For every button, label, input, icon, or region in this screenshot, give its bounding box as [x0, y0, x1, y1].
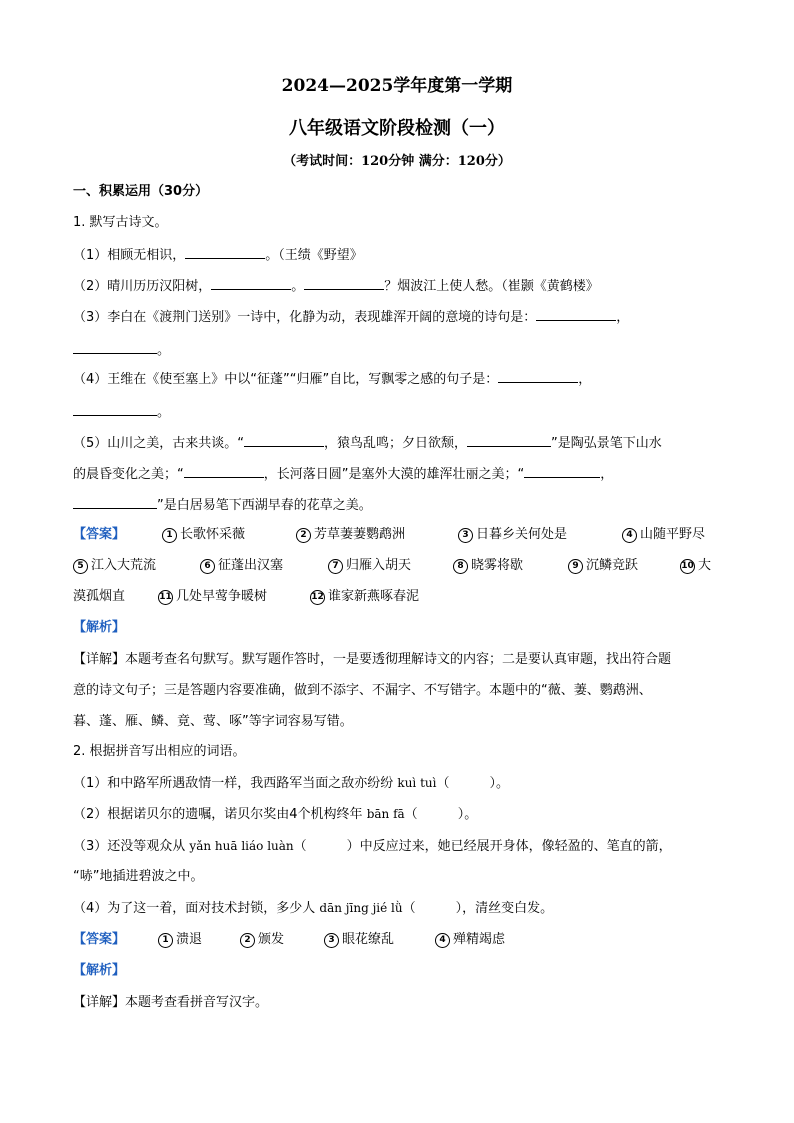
q1-sub5-text: （5）山川之美，古来共谈。“	[73, 436, 245, 451]
q1-sub3-cont	[73, 339, 723, 361]
q1-sub5-end: ”是白居易笔下西湖早春的花草之美。	[157, 498, 372, 513]
q1-sub2-punct: 。	[291, 279, 305, 294]
q1-sub4-cont	[73, 401, 723, 423]
q2-sub1: （1）和中路军所遇敌情一样，我西路军当面之敌亦纷纷 kuì tuì（ ）。	[73, 776, 509, 791]
section-heading: 一、积累运用（30分）	[73, 184, 209, 199]
answer-item: 7 归雁入胡天	[328, 556, 411, 576]
pinyin: yǎn huā liáo luàn	[189, 839, 294, 853]
q1-sub3-text: （3）李白在《渡荆门送别》一诗中，化静为动，表现雄浑开阔的意境的诗句是：	[73, 310, 537, 325]
analysis-detail: 【详解】本题考查看拼音写汉字。	[73, 995, 269, 1010]
q1-sub5-mid2: ，长河落日圆”是塞外大漠的雄浑壮丽之美；“	[263, 467, 525, 482]
q1-sub1	[73, 244, 723, 266]
pinyin: dān jīng jié lǜ	[319, 901, 403, 915]
answer-blank	[211, 275, 291, 290]
q1-sub1-text: （1）相顾无相识，	[73, 248, 186, 263]
q2-sub4: （4）为了这一着，面对技术封锁，多少人 dān jīng jié lǜ（ ），清丝变白发。	[73, 901, 554, 916]
q1-sub5	[73, 432, 723, 454]
answer-tag: 【答案】	[73, 932, 126, 947]
q1-sub5-cont2	[73, 494, 723, 516]
answer-item: 5 江入大荒流	[73, 556, 156, 576]
answer-item: 11 几处早莺争暖树	[159, 589, 268, 604]
answer-item: 3 眼花缭乱	[324, 930, 394, 950]
answer-item: 10 大	[681, 558, 712, 573]
q1-sub4-comma: ，	[578, 372, 592, 387]
exam-title: 八年级语文阶段检测（一）	[289, 118, 505, 139]
q1-sub4-text: （4）王维在《使至塞上》中以“征蓬”“归雁”自比，写飘零之感的句子是：	[73, 372, 499, 387]
q2-sub2: （2）根据诺贝尔的遗嘱，诺贝尔奖由4个机构终年 bān fā（ ）。	[73, 807, 478, 822]
answer-blank	[498, 368, 578, 383]
answer-item: 1 长歌怀采薇	[162, 525, 245, 545]
analysis-tag: 【解析】	[73, 963, 126, 978]
q1-sub4	[73, 368, 723, 390]
answer-blank	[184, 463, 264, 478]
analysis-tag: 【解析】	[73, 620, 126, 635]
q1-sub4-end: 。	[157, 405, 171, 420]
answer-item: 1 溃退	[158, 930, 202, 950]
answer-item: 4 山随平野尽	[622, 525, 705, 545]
answer-blank	[73, 401, 157, 416]
answer-blank	[304, 275, 384, 290]
q1-sub5-cont	[73, 463, 723, 485]
answer-item: 12 谁家新燕啄春泥	[311, 589, 420, 604]
answer-item: 2 芳草萋萋鹦鹉洲	[296, 525, 405, 545]
pinyin: bān fā	[366, 807, 405, 821]
q1-sub2-text: （2）晴川历历汉阳树，	[73, 279, 212, 294]
answer-blank	[244, 432, 324, 447]
answer-item: 2 颁发	[240, 930, 284, 950]
q1-sub1-source: 。（王绩《野望》	[265, 248, 363, 263]
year-term-title: 2024—2025学年度第一学期	[281, 76, 513, 96]
q1-sub2-source: ？烟波江上使人愁。（崔颢《黄鹤楼》	[384, 279, 599, 294]
q1-sub5-text2: 的晨昏变化之美；“	[73, 467, 184, 482]
answer-blank	[536, 306, 616, 321]
answer-blank	[467, 432, 551, 447]
q1-sub5-mid: ，猿鸟乱鸣；夕日欲颓，	[324, 436, 468, 451]
q1-sub5-comma: ，	[600, 467, 614, 482]
answer-item: 6 征蓬出汉塞	[200, 556, 283, 576]
answer-item: 3 日暮乡关何处是	[458, 525, 567, 545]
q1-sub3-comma: ，	[616, 310, 630, 325]
pinyin: kuì tuì	[397, 776, 437, 790]
analysis-detail-line: 意的诗文句子；三是答题内容要准确，做到不添字、不漏字、不写错字。本题中的“薇、萋、鹦鹉洲、	[73, 683, 652, 698]
answer-blank	[73, 339, 157, 354]
answer-tag: 【答案】	[73, 527, 126, 542]
answer-blank	[73, 494, 157, 509]
q2-stem: 2. 根据拼音写出相应的词语。	[73, 744, 246, 759]
q1-sub2	[73, 275, 723, 297]
answer-item-cont: 漠孤烟直	[73, 589, 126, 604]
answer-blank	[524, 463, 600, 478]
q1-stem: 1. 默写古诗文。	[73, 215, 168, 230]
analysis-detail: 【详解】本题考查名句默写。默写题作答时，一是要透彻理解诗文的内容；二是要认真审题，找出符合题	[73, 652, 672, 667]
answer-item: 4 殚精竭虑	[435, 930, 505, 950]
answer-blank	[185, 244, 265, 259]
exam-info: （考试时间：120分钟 满分：120分）	[283, 154, 511, 169]
answer-item: 9 沉鳞竞跃	[568, 556, 638, 576]
answer-item: 8 晓雾将歇	[453, 556, 523, 576]
q1-sub5-tail: ”是陶弘景笔下山水	[551, 436, 662, 451]
q1-sub3-end: 。	[157, 343, 171, 358]
q1-sub3	[73, 306, 723, 328]
q2-sub3-cont: “哧”地插进碧波之中。	[73, 869, 204, 884]
analysis-detail-line: 暮、蓬、雁、鳞、竟、莺、啄”等字词容易写错。	[73, 714, 353, 729]
q2-sub3: （3）还没等观众从 yǎn huā liáo luàn（ ）中反应过来，她已经展开身体，像轻盈的、笔直的箭，	[73, 839, 672, 854]
